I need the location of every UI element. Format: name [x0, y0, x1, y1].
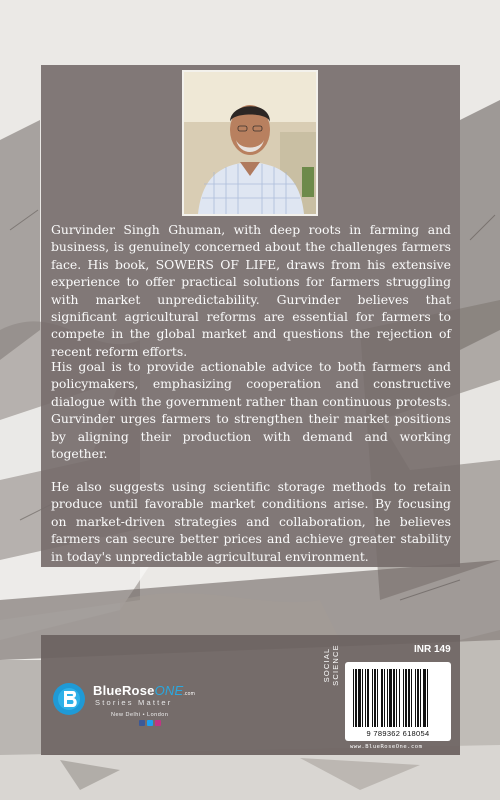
bluerose-logo-icon: [52, 682, 86, 716]
publisher-cities: New Delhi • London: [111, 712, 169, 718]
publisher-tagline: Stories Matter: [95, 698, 173, 707]
blurb-paragraph-1: Gurvinder Singh Ghuman, with deep roots in farming and business, is genuinely concerned about the challenges farmers face. His book, SOWERS OF LIFE, draws from his extensive experience to offer practical solutions for farmers struggling with market unpredictability. Gurvinder believes that significant agricultural reforms are essential for farmers to compete in the global market and questions the rejection of recent reform efforts.: [51, 222, 451, 359]
social-icons: [139, 720, 161, 726]
isbn-number: 9 789362 618054: [366, 729, 430, 738]
publisher-name: BlueRoseONE.com: [93, 683, 195, 698]
price-label: INR 149: [414, 644, 451, 655]
category-label: SOCIAL SCIENCE: [322, 644, 340, 686]
blurb-paragraph-3: He also suggests using scientific storage methods to retain produce until favorable market conditions arise. By focusing on market-driven strategies and collaboration, he believes farmers can secure better prices and achieve greater stability in today's unpredictable agricultural environment.: [51, 479, 451, 564]
twitter-icon: [147, 720, 153, 726]
blurb-paragraph-2: His goal is to provide actionable advice to both farmers and policymakers, emphasizing cooperation and constructive dialogue with the government rather than continuous protests. Gurvinder urges farmers to strengthen their market positions by aligning their production with demand and working together.: [51, 359, 451, 462]
author-photo: [182, 70, 318, 216]
instagram-icon: [155, 720, 161, 726]
publisher-website: www.BlueRoseOne.com: [350, 744, 423, 750]
facebook-icon: [139, 720, 145, 726]
